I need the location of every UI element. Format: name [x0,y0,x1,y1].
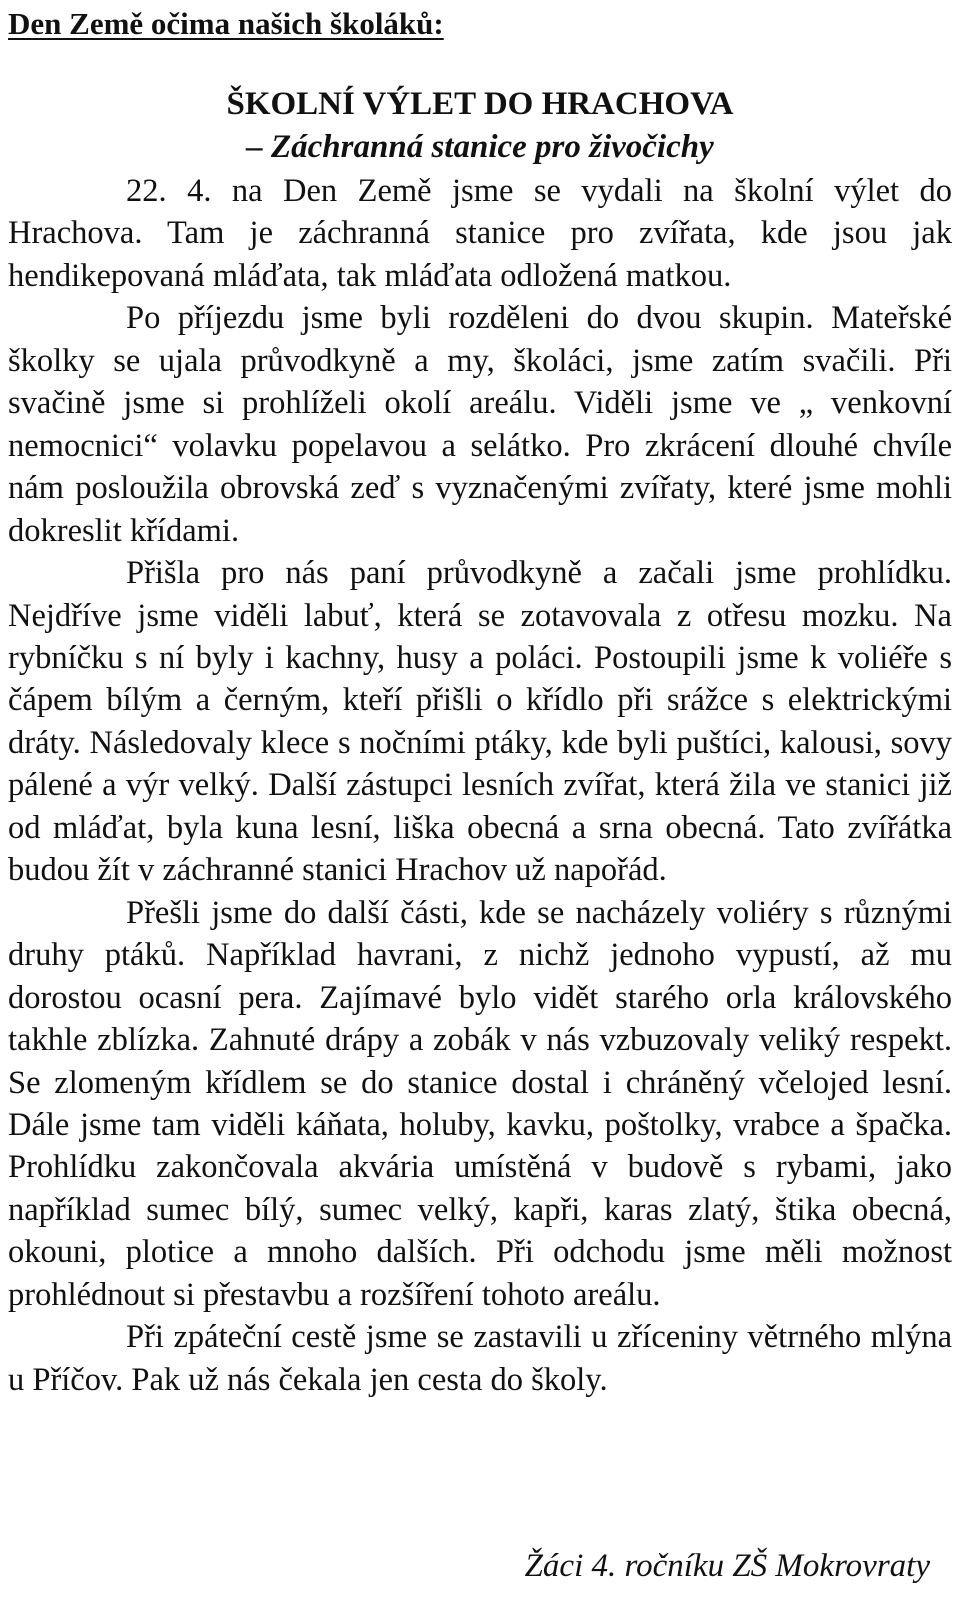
article-body [8,170,952,1401]
paragraph-intro: 22. 4. na Den Země jsme se vydali na školní výlet do Hrachova. Tam je záchranná stanice pro zvířata, kde jsou jak hendikepovaná mláďata, tak mláďata odložená matkou. [8,173,952,294]
paragraph-return: Při zpáteční cestě jsme se zastavili u zříceniny větrného mlýna u Příčov. Pak už nás čekala jen cesta do školy. [8,1319,952,1398]
paragraph-tour: Přišla pro nás paní průvodkyně a začali jsme prohlídku. Nejdříve jsme viděli labuť, která se zotavovala z otřesu mozku. Na rybníčku s ní byly i kachny, husy a poláci. Postoupili jsme k voliéře s čápem bílým a černým, kteří přišli o křídlo při srážce s elektrickými dráty. Následovaly klece s nočními ptáky, kde byli puštíci, kalousi, sovy pálené a výr velký. Další zástupci lesních zvířat, která žila ve stanici již od mláďat, byla kuna lesní, liška obecná a srna obecná. Tato zvířátka budou žít v záchranné stanici Hrachov už napořád. [8,555,952,889]
article-subtitle: – Záchranná stanice pro živočichy [246,129,714,165]
paragraph-arrival: Po příjezdu jsme byli rozděleni do dvou skupin. Mateřské školky se ujala průvodkyně a my, školáci, jsme zatím svačili. Při svačině jsme si prohlíželi okolí areálu. Viděli jsme ve „ venkovní nemocnici“ volavku popelavou a selátko. Pro zkrácení dlouhé chvíle nám posloužila obrovská zeď s vyznačenými zvířaty, které jsme mohli dokreslit křídami. [8,300,952,549]
section-heading: Den Země očima našich školáků: [8,6,444,41]
paragraph-aviaries: Přešli jsme do další části, kde se nacházely voliéry s různými druhy ptáků. Například havrani, z nichž jednoho vypustí, až mu dorostou ocasní pera. Zajímavé bylo vidět starého orla královského takhle zblízka. Zahnuté drápy a zobák v nás vzbuzovaly veliký respekt. Se zlomeným křídlem se do stanice dostal i chráněný včelojed lesní. Dále jsme tam viděli káňata, holuby, kavku, poštolky, vrabce a špačka. Prohlídku zakončovala akvária umístěná v budově s rybami, jako například sumec bílý, sumec velký, kapři, karas zlatý, štika obecná, okouni, plotice a mnoho dalších. Při odchodu jsme měli možnost prohlédnout si přestavbu a rozšíření tohoto areálu. [8,894,952,1313]
article-title: ŠKOLNÍ VÝLET DO HRACHOVA [226,86,734,122]
author-signature: Žáci 4. ročníku ZŠ Mokrovraty [524,1548,930,1584]
